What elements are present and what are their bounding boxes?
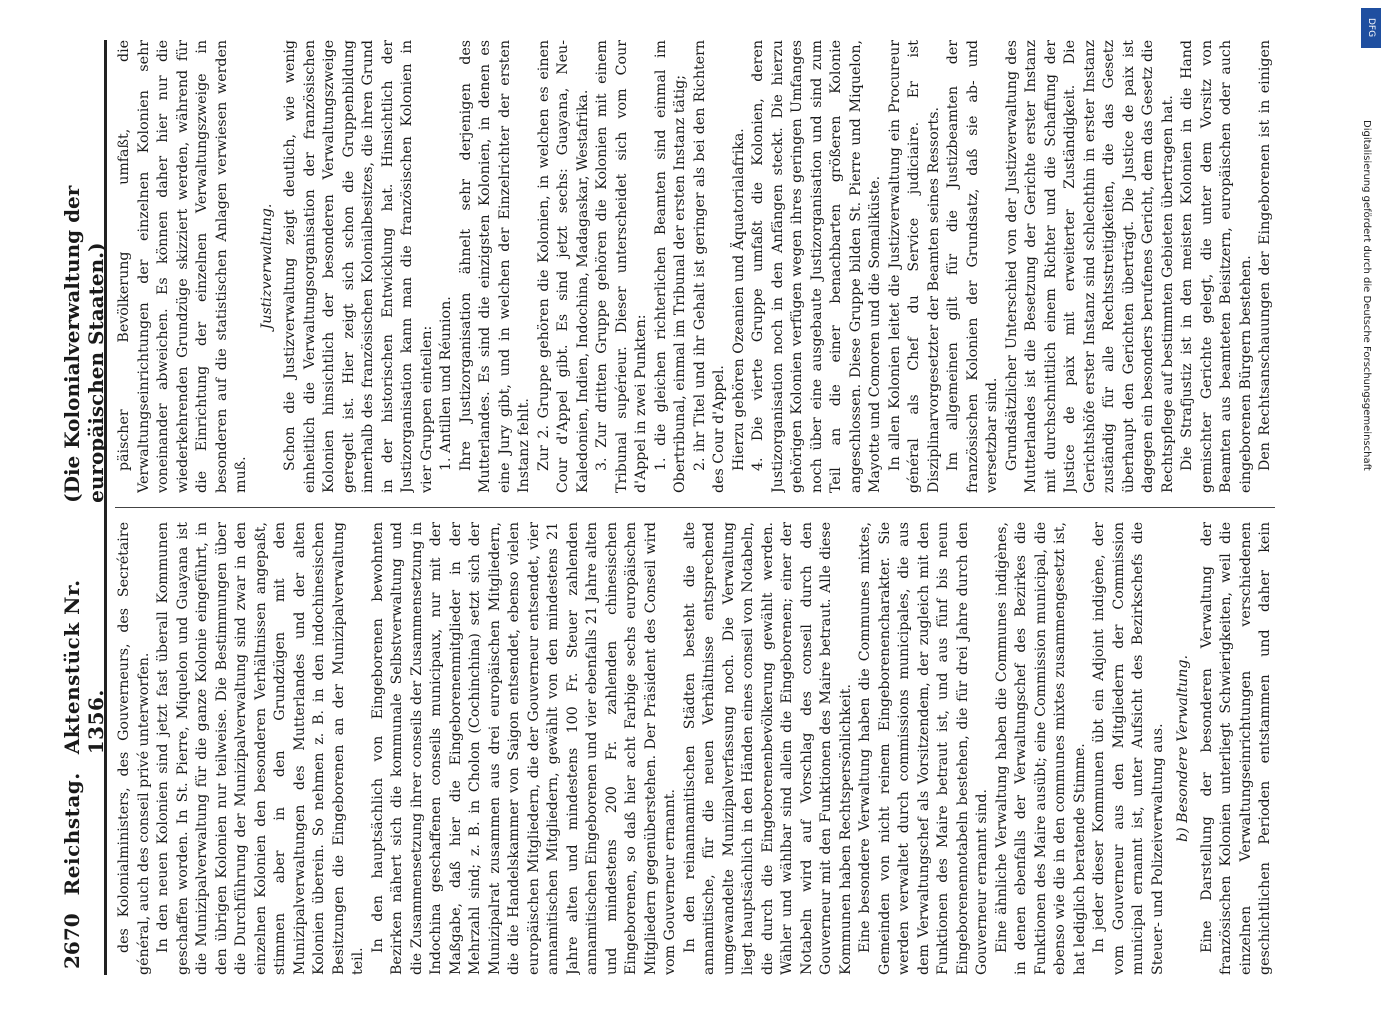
paragraph: Zur 2. Gruppe gehören die Kolonien, in welchen es einen Cour d'Appel gibt. Es sind jetzt sechs: Guayana, Neu-Kaledonien, Indien, Indochina, Madagaskar, Westafrika. (535, 40, 591, 493)
paragraph: 3. Zur dritten Gruppe gehören die Kolonien mit einem Tribunal supérieur. Dieser unterscheidet sich vom Cour d'Appel in zwei Punkten: (594, 40, 649, 493)
paragraph: In den reinannamitischen Städten besteht die alte annamitische, für die neuen Verhältnisse entsprechend umgewandelte Munizipalverfassung noch. Die Verwaltung liegt hauptsächlich in den Händen eines conseil von Notabeln, die durch die Eingeborenenbevölkerung gewählt werden. Wähler und wählbar sind allein die Eingeborenen; einer der Notabeln wird auf Vorschlag des conseil durch den Gouverneur mit den Funktionen des Maire betraut. Alle diese Kommunen haben Rechtspersönlichkeit. (681, 522, 854, 975)
paragraph: Im allgemeinen gilt für die Justizbeamten der französischen Kolonien der Grundsatz, daß sie ab- und versetzbar sind. (945, 40, 1000, 493)
text-columns (115, 40, 1275, 975)
credit-text: Digitalisierung gefördert durch die Deutsche Forschungsgemeinschaft (1361, 120, 1372, 471)
section-heading: b) Besondere Verwaltung. (1175, 655, 1191, 842)
paragraph: 1. Antillen und Réunion. (438, 296, 454, 471)
paragraph: Den Rechtsanschauungen der Eingeborenen ist in einigen (1257, 40, 1273, 471)
paragraph: Eine besondere Verwaltung haben die Communes mixtes, Gemeinden von nicht reinem Eingeborenencharakter. Sie werden verwaltet durch commissions municipales, die aus dem Verwaltungschef als Vorsitzendem, der zugleich mit den Funktionen des Maire betraut ist, und aus fünf bis neun Eingeborenennotabeln bestehen, die für drei Jahre durch den Gouverneur ernannt sind. (857, 522, 990, 975)
paragraph: Eine Darstellung der besonderen Verwaltung der französischen Kolonien unterliegt Schwierigkeiten, weil die einzelnen Verwaltungseinrichtungen verschiedenen geschichtlichen Perioden entstammen und daher kein (1198, 522, 1273, 975)
paragraph: Hierzu gehören Ozeanien und Äquatorialafrika. (730, 128, 747, 471)
paragraph: In den hauptsächlich von Eingeborenen bewohnten Bezirken nähert sich die kommunale Selbstverwaltung und die Zusammensetzung ihrer conseils der Zusammensetzung in Indochina geschaffenen conseils municipaux, nur mit der Maßgabe, daß hier die Eingeborenenmitglieder in der Mehrzahl sind; z. B. in Cholon (Cochinchina) setzt sich der Munizipalrat zusammen aus drei europäischen Mitgliedern, die die Handelskammer von Saigon entsendet, ebenso vielen europäischen Mitgliedern, die der Gouverneur entsendet, vier annamitischen Mitgliedern, gewählt von den mindestens 21 Jahre alten und mindestens 100 Fr. Steuer zahlenden annamitischen Eingeborenen und vier ebenfalls 21 Jahre alten und mindestens 200 Fr. zahlenden chinesischen Eingeborenen, so daß hier acht Farbige sechs europäischen Mitgliedern gegenüberstehen. Der Präsident des Conseil wird vom Gouverneur ernannt. (369, 522, 678, 975)
digitization-credit (1361, 10, 1379, 990)
paragraph: Schon die Justizverwaltung zeigt deutlich, wie wenig einheitlich die Verwaltungsorganisation der französischen Kolonien hinsichtlich der besonderen Verwaltungszweige geregelt ist. Hier zeigt sich schon die Gruppenbildung innerhalb des französischen Kolonialbesitzes, die ihren Grund in der historischen Entwicklung hat. Hinsichtlich der Justizorganisation kann man die französischen Kolonien in vier Gruppen einteilen: (282, 40, 435, 493)
journal-name: Reichstag. (60, 772, 84, 896)
paragraph: Grundsätzlicher Unterschied von der Justizverwaltung des Mutterlandes ist die Besetzung der Gerichte erster Instanz mit durchschnittlich einem Richter und die Schaffung der Justice de paix mit erweiterter Zuständigkeit. Die Gerichtshöfe erster Instanz sind schlechthin in erster Instanz zuständig für alle Rechtsstreitigkeiten, die das Gesetz überhaupt den Gerichten überträgt. Die Justice de paix ist dagegen ein besonders berufenes Gericht, dem das Gesetz die Rechtspflege auf bestimmten Gebieten übertragen hat. (1003, 40, 1176, 493)
paragraph: Ihre Justizorganisation ähnelt sehr derjenigen des Mutterlandes. Es sind die einzigsten Kolonien, in denen es eine Jury gibt, und in welchen der Einzelrichter der ersten Instanz fehlt. (457, 40, 532, 493)
column-right (115, 40, 1275, 493)
paragraph: 1. die gleichen richterlichen Beamten sind einmal im Obertribunal, einmal im Tribunal der ersten Instanz tätig; (652, 40, 688, 493)
section-heading: Justizverwaltung. (258, 203, 275, 330)
paragraph: Eine ähnliche Verwaltung haben die Communes indigènes, in denen ebenfalls der Verwaltungschef des Bezirkes die Funktionen des Maire ausübt; eine Commission municipal, die ebenso wie die in den communes mixtes zusammengesetzt ist, hat lediglich beratende Stimme. (993, 522, 1088, 975)
page-title: (Die Kolonialverwaltung der europäischen Staaten.) (60, 185, 108, 503)
dfg-logo: DFG (1361, 8, 1381, 48)
paragraph: des Kolonialministers, des Gouverneurs, des Secrétaire général, auch des conseil privé unterworfen. (116, 522, 152, 975)
paragraph: In jeder dieser Kommunen übt ein Adjoint indigène, der vom Gouverneur aus den Mitgliedern der Commission municipal ernannt ist, unter Aufsicht des Bezirkschefs die Steuer- und Polizeiverwaltung aus. (1091, 522, 1166, 975)
paragraph: In den neuen Kolonien sind jetzt fast überall Kommunen geschaffen worden. In St. Pierre, Miquelon und Guayana ist die Munizipalverwaltung für die ganze Kolonie eingeführt, in den übrigen Kolonien nur teilweise. Die Bestimmungen über die Durchführung der Munizipalverwaltung sind zwar in den einzelnen Kolonien den besonderen Verhältnissen angepaßt, stimmen aber in den Grundzügen mit den Munizipalverwaltungen des Mutterlandes und der alten Kolonien überein. So nehmen z. B. in den indochinesischen Besitzungen die Eingeborenen an der Munizipalverwaltung teil. (155, 522, 366, 975)
page-header (60, 40, 108, 975)
page-number: 2670 (60, 913, 84, 969)
paragraph: 2. ihr Titel und ihr Gehalt ist geringer als bei den Richtern des Cour d'Appel. (691, 40, 727, 493)
paragraph: In allen Kolonien leitet die Justizverwaltung ein Procureur général als Chef du Service judiciaire. Er ist Disziplinarvorgesetzter der Beamten seines Ressorts. (886, 40, 942, 493)
rotated-page (60, 40, 1280, 975)
column-divider (115, 507, 1275, 508)
paragraph: 4. Die vierte Gruppe umfaßt die Kolonien, deren Justizorganisation noch in den Anfängen steckt. Die hierzu gehörigen Kolonien verfügen wegen ihres geringen Umfanges noch über eine ausgebaute Justizorganisation und sind zum Teil an die einer benachbarten größeren Kolonie angeschlossen. Diese Gruppe bilden St. Pierre und Miquelon, Mayotte und Comoren und die Somaliküste. (750, 40, 883, 493)
paragraph: päischer Bevölkerung umfaßt, die Verwaltungseinrichtungen der einzelnen Kolonien sehr voneinander abweichen. Es können daher hier nur die wiederkehrenden Grundzüge skizziert werden, während für die Einrichtung der einzelnen Verwaltungszweige in besonderen auf die statistischen Anlagen verwiesen werden muß. (116, 40, 249, 493)
column-left (115, 522, 1275, 975)
paragraph: Die Strafjustiz ist in den meisten Kolonien in die Hand gemischter Gerichte gelegt, die unter dem Vorsitz von Beamten aus beamteten Beisitzern, europäischen oder auch eingeborenen Bürgern bestehen. (1179, 40, 1254, 493)
document-number: Aktenstück Nr. 1356. (60, 579, 108, 755)
